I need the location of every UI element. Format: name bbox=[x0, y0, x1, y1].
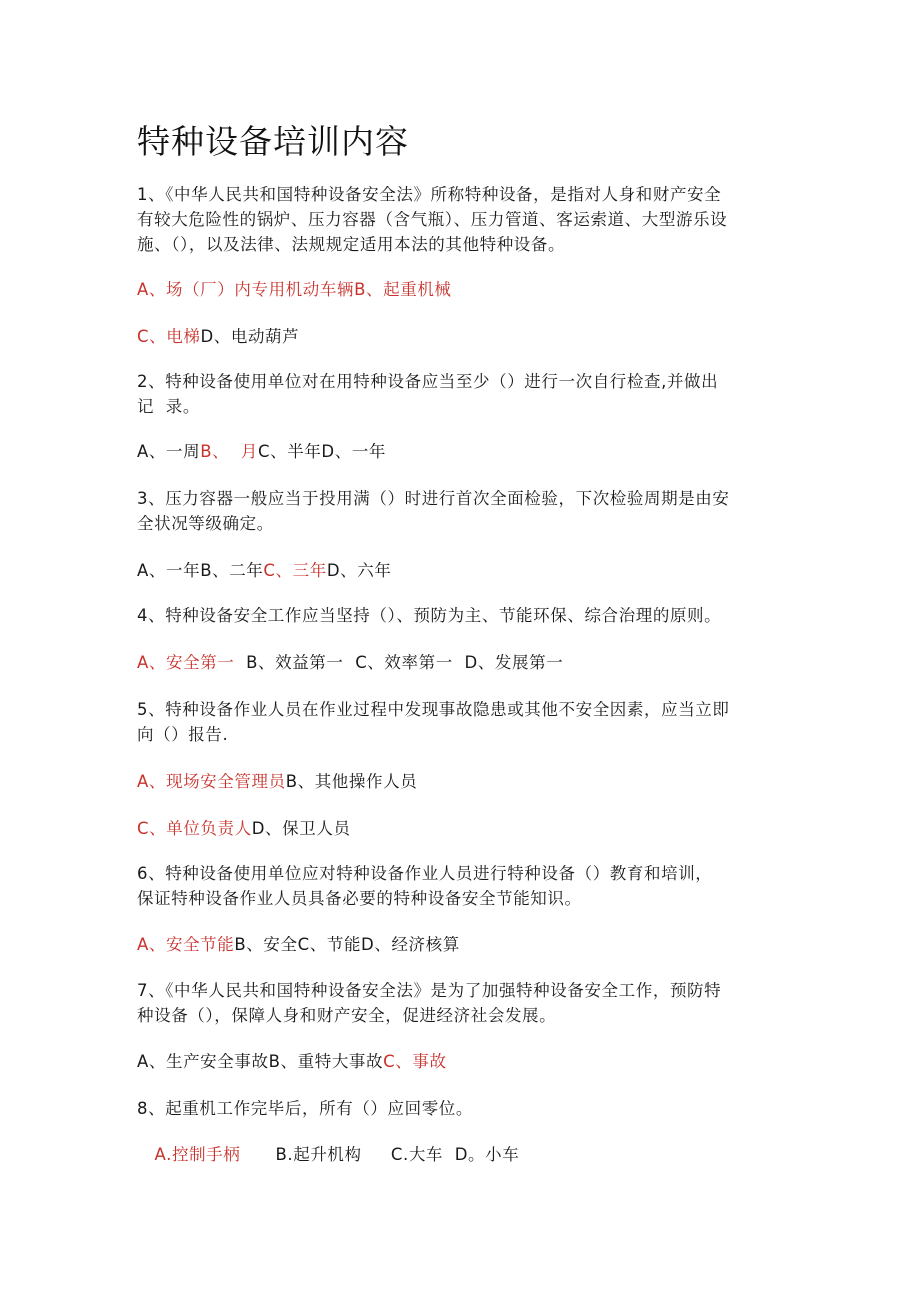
question-1-line: 有较大危险性的锅炉、压力容器（含气瓶）、压力管道、客运索道、大型游乐设 bbox=[137, 210, 728, 229]
answer-option: A、现场安全管理员 bbox=[137, 772, 286, 791]
question-3-options bbox=[137, 558, 391, 583]
option-text: A、一年 bbox=[137, 561, 201, 580]
answer-option: C、 bbox=[137, 327, 167, 346]
option-text: B、效益第一 C、效率第一 D、发展第一 bbox=[234, 653, 564, 672]
question-8-options bbox=[137, 1142, 519, 1167]
question-2-line: 2、特种设备使用单位对在用特种设备应当至少（）进行一次自行检查,并做出 bbox=[137, 372, 719, 391]
option-text: D、一年 bbox=[321, 442, 387, 461]
answer-option: B、起重机械 bbox=[354, 280, 452, 299]
question-3-line: 3、压力容器一般应当于投用满（）时进行首次全面检验，下次检验周期是由安 bbox=[137, 489, 730, 508]
answer-option: A、安全第一 bbox=[137, 653, 235, 672]
question-5-options bbox=[137, 769, 417, 794]
answer-option: C、单位负责人 bbox=[137, 819, 252, 838]
question-1-options bbox=[137, 324, 299, 349]
option-text: A、生产安全事故 bbox=[137, 1052, 269, 1071]
option-text: D、六年 bbox=[326, 561, 392, 580]
page-title: 特种设备培训内容 bbox=[137, 122, 409, 161]
question-5-options bbox=[137, 816, 351, 841]
option-text: C、半年 bbox=[258, 442, 322, 461]
option-text: B、其他操作人员 bbox=[285, 772, 418, 791]
option-text: A、一周 bbox=[137, 442, 201, 461]
answer-option: A.控制手柄 bbox=[137, 1145, 241, 1164]
answer-option: A、场（厂）内专用机动车辆 bbox=[137, 280, 355, 299]
question-7-options bbox=[137, 1049, 447, 1074]
option-text: C、节能 bbox=[297, 935, 362, 954]
question-4-line: 4、特种设备安全工作应当坚持（）、预防为主、节能环保、综合治理的原则。 bbox=[137, 606, 722, 625]
answer-option: C、事故 bbox=[383, 1052, 447, 1071]
option-text: D、电动葫芦 bbox=[200, 327, 300, 346]
question-6-line: 保证特种设备作业人员具备必要的特种设备安全节能知识。 bbox=[137, 889, 582, 908]
answer-option: B、 月 bbox=[200, 442, 258, 461]
question-5-line: 向（）报告. bbox=[137, 725, 229, 744]
question-2-options bbox=[137, 439, 386, 464]
option-text: B、安全 bbox=[234, 935, 298, 954]
question-3-line: 全状况等级确定。 bbox=[137, 514, 274, 533]
option-text: D、经济核算 bbox=[361, 935, 460, 954]
option-text: B.起升机构 C.大车 D。小车 bbox=[240, 1145, 520, 1164]
question-7-line: 种设备（），保障人身和财产安全，促进经济社会发展。 bbox=[137, 1006, 557, 1025]
answer-option: C、三年 bbox=[263, 561, 327, 580]
question-7-line: 7、《中华人民共和国特种设备安全法》是为了加强特种设备安全工作，预防特 bbox=[137, 981, 722, 1000]
question-6-options bbox=[137, 932, 460, 957]
question-1-options bbox=[137, 277, 452, 302]
question-8-line: 8、起重机工作完毕后，所有（）应回零位。 bbox=[137, 1099, 473, 1118]
question-4-options bbox=[137, 650, 563, 675]
answer-option: 电梯 bbox=[166, 327, 201, 346]
question-5-line: 5、特种设备作业人员在作业过程中发现事故隐患或其他不安全因素，应当立即 bbox=[137, 700, 730, 719]
option-text: B、二年 bbox=[200, 561, 264, 580]
question-6-line: 6、特种设备使用单位应对特种设备作业人员进行特种设备（）教育和培训， bbox=[137, 864, 713, 883]
question-2-line: 记 录。 bbox=[137, 397, 200, 416]
option-text: D、保卫人员 bbox=[251, 819, 351, 838]
question-1-line: 施、（），以及法律、法规规定适用本法的其他特种设备。 bbox=[137, 235, 566, 254]
option-text: B、重特大事故 bbox=[268, 1052, 384, 1071]
answer-option: A、安全节能 bbox=[137, 935, 235, 954]
question-1-line: 1、《中华人民共和国特种设备安全法》所称特种设备，是指对人身和财产安全 bbox=[137, 185, 722, 204]
